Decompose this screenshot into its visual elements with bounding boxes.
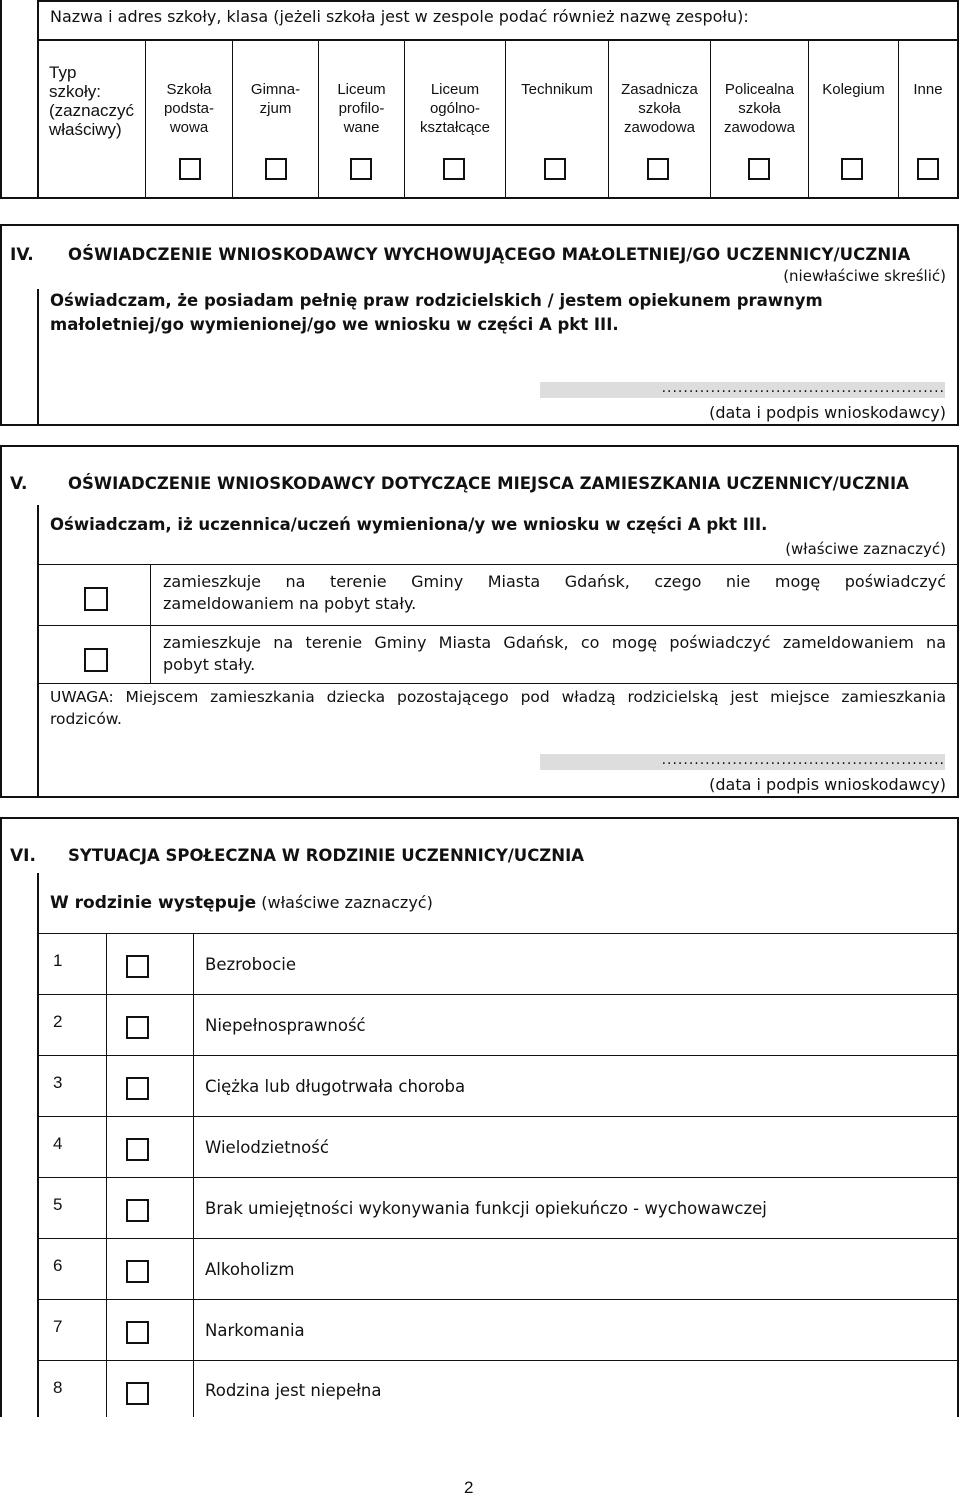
section-iv-note: (niewłaściwe skreślić) [783, 267, 946, 285]
section-v-signature-caption: (data i podpis wnioskodawcy) [709, 775, 946, 794]
section-v-note: (właściwe zaznaczyć) [785, 540, 946, 558]
checkbox-bezrobocie[interactable] [126, 955, 149, 978]
checkbox-school-kolegium[interactable] [841, 158, 863, 180]
school-type-label: Typ szkoły: (zaznaczyć właściwy) [49, 63, 135, 139]
section-v-title: OŚWIADCZENIE WNIOSKODAWCY DOTYCZĄCE MIEJSCA ZAMIESZKANIA UCZENNICY/UCZNIA [68, 474, 909, 493]
section-iv-line2: małoletniej/go wymienionej/go we wniosku w części A pkt III. [50, 315, 619, 334]
checkbox-school-gimnazjum[interactable] [265, 158, 287, 180]
section-vi-number: VI. [10, 846, 36, 866]
checkbox-alkoholizm[interactable] [126, 1260, 149, 1283]
item-number: 8 [53, 1378, 63, 1397]
item-number: 5 [53, 1195, 63, 1214]
school-type-kolegium: Kolegium [822, 81, 885, 98]
item-label-bezrobocie: Bezrobocie [205, 955, 297, 974]
residence-option-1: zamieszkuje na terenie Gminy Miasta Gdańsk, czego nie mogę poświadczyć zameldowaniem na pobyt stały. [163, 572, 946, 613]
checkbox-school-liceum-profilowane[interactable] [350, 158, 372, 180]
item-label-rodzina-niepelna: Rodzina jest niepełna [205, 1381, 382, 1400]
school-type-liceum-profilowane: Liceum profilo- wane [337, 81, 386, 136]
section-iv-signature-line[interactable]: .................................................... [540, 382, 945, 398]
school-type-technikum: Technikum [521, 81, 593, 98]
checkbox-rodzina-niepelna[interactable] [126, 1382, 149, 1405]
item-label-brak-umiejetnosci: Brak umiejętności wykonywania funkcji opiekuńczo - wychowawczej [205, 1199, 767, 1218]
residence-option-2: zamieszkuje na terenie Gminy Miasta Gdańsk, co mogę poświadczyć zameldowaniem na pobyt stały. [163, 633, 946, 674]
item-label-narkomania: Narkomania [205, 1321, 305, 1340]
section-v-signature-line[interactable]: .................................................... [540, 754, 945, 770]
item-label-wielodzietnosc: Wielodzietność [205, 1138, 329, 1157]
checkbox-choroba[interactable] [126, 1077, 149, 1100]
item-label-choroba: Ciężka lub długotrwała choroba [205, 1077, 466, 1096]
school-type-primary: Szkoła podsta- wowa [163, 81, 215, 136]
checkbox-school-technikum[interactable] [544, 158, 566, 180]
item-number: 7 [53, 1317, 63, 1336]
school-header: Nazwa i adres szkoły, klasa (jeżeli szkoła jest w zespole podać również nazwę zespołu): [50, 7, 749, 26]
item-number: 1 [53, 951, 63, 970]
section-iv-number: IV. [10, 245, 34, 265]
school-type-policealna: Policealna szkoła zawodowa [724, 81, 795, 136]
item-label-alkoholizm: Alkoholizm [205, 1260, 295, 1279]
section-vi-title: SYTUACJA SPOŁECZNA W RODZINIE UCZENNICY/UCZNIA [68, 846, 584, 865]
checkbox-brak-umiejetnosci[interactable] [126, 1199, 149, 1222]
section-v-warning: UWAGA: Miejscem zamieszkania dziecka pozostającego pod władzą rodzicielską jest miejsce zamieszkania rodziców. [50, 688, 946, 728]
checkbox-residence-not-registered[interactable] [84, 587, 108, 611]
school-type-inne: Inne [913, 81, 943, 98]
checkbox-wielodzietnosc[interactable] [126, 1138, 149, 1161]
checkbox-school-primary[interactable] [179, 158, 201, 180]
item-label-niepelnosprawnosc: Niepełnosprawność [205, 1016, 366, 1035]
section-v-statement: Oświadczam, iż uczennica/uczeń wymieniona/y we wniosku w części A pkt III. [50, 515, 768, 534]
item-number: 3 [53, 1073, 63, 1092]
checkbox-school-policealna[interactable] [748, 158, 770, 180]
section-vi-subtitle: W rodzinie występuje (właściwe zaznaczyć) [50, 893, 433, 913]
checkbox-school-inne[interactable] [917, 158, 939, 180]
checkbox-residence-registered[interactable] [84, 648, 108, 672]
item-number: 4 [53, 1134, 63, 1153]
school-type-zasadnicza: Zasadnicza szkoła zawodowa [621, 81, 698, 136]
checkbox-school-liceum-ogolnoksztalcace[interactable] [443, 158, 465, 180]
section-iv-line1: Oświadczam, że posiadam pełnię praw rodzicielskich / jestem opiekunem prawnym [50, 291, 823, 310]
checkbox-niepelnosprawnosc[interactable] [126, 1016, 149, 1039]
item-number: 2 [53, 1012, 63, 1031]
section-iv-signature-caption: (data i podpis wnioskodawcy) [709, 403, 946, 422]
school-type-liceum-ogolnoksztalcace: Liceum ogólno- kształcące [419, 81, 491, 136]
page-number: 2 [464, 1478, 474, 1497]
checkbox-school-zasadnicza[interactable] [647, 158, 669, 180]
section-v-number: V. [10, 474, 28, 494]
section-iv-title: OŚWIADCZENIE WNIOSKODAWCY WYCHOWUJĄCEGO MAŁOLETNIEJ/GO UCZENNICY/UCZNIA [68, 245, 911, 264]
school-type-gimnazjum: Gimna- zjum [250, 81, 301, 117]
checkbox-narkomania[interactable] [126, 1321, 149, 1344]
item-number: 6 [53, 1256, 63, 1275]
